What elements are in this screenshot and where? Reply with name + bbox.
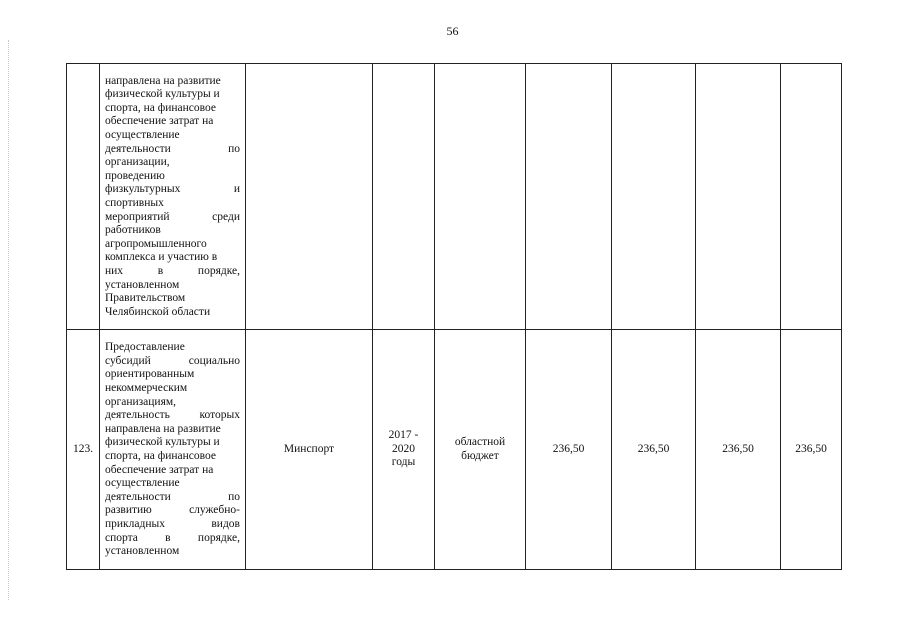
measure-name-line: обеспечение затрат на <box>105 463 214 476</box>
amount-cell: 236,50 <box>612 330 696 570</box>
measure-name-line: Челябинской области <box>105 305 211 318</box>
measure-name-line: физической культуры и <box>105 88 220 101</box>
period-line: 2020 <box>392 442 415 455</box>
measure-name-line: обеспечение затрат на <box>105 115 214 128</box>
source-line: бюджет <box>461 449 499 462</box>
amount-cell: 236,50 <box>696 330 781 570</box>
measure-name-line: организации, <box>105 156 170 169</box>
measure-name-line: спорта в порядке, <box>105 531 240 544</box>
period-line: 2017 - <box>388 429 419 442</box>
measure-name-cell <box>100 330 246 570</box>
measure-name-line: комплекса и участию в <box>105 251 218 264</box>
amount-cell: 236,50 <box>781 330 842 570</box>
measure-name-line: агропромышленного <box>105 237 207 250</box>
table-row <box>67 330 842 570</box>
measure-name-line: прикладных видов <box>105 517 240 530</box>
measure-name-cell <box>100 64 246 330</box>
measure-name-line: работников <box>105 224 161 237</box>
row-number-cell <box>67 64 100 330</box>
measure-name-line: спортивных <box>105 197 164 209</box>
measure-name-line: физкультурных и <box>105 183 240 196</box>
measure-name-line: них в порядке, <box>105 264 240 277</box>
source-line: областной <box>454 435 506 448</box>
page-number: 56 <box>446 24 459 38</box>
measure-name-line: организациям, <box>105 395 177 408</box>
source-cell <box>435 330 526 570</box>
measure-name-line: мероприятий среди <box>105 210 240 223</box>
period-cell <box>373 330 435 570</box>
measure-name-line: Правительством <box>105 292 186 305</box>
measure-name-line: спорта, на финансовое <box>105 450 216 462</box>
measure-name-line: деятельности по <box>105 490 240 503</box>
amount-cell <box>612 64 696 330</box>
executor-cell <box>246 64 373 330</box>
measure-name-line: осуществление <box>105 477 180 490</box>
measure-name-line: направлена на развитие <box>105 74 221 87</box>
measure-name-line: установленном <box>105 545 180 558</box>
amount-cell <box>526 64 612 330</box>
measure-name-line: деятельности по <box>105 142 240 155</box>
measure-name-line: Предоставление <box>105 341 185 354</box>
measure-name-line: ориентированным <box>105 368 195 381</box>
measure-name-line: субсидий социально <box>105 354 240 367</box>
measure-name-line: осуществление <box>105 129 180 142</box>
measure-name-line: деятельность которых <box>105 409 240 422</box>
measure-name-line: направлена на развитие <box>105 422 221 435</box>
table-row <box>67 64 842 330</box>
measure-name-line: установленном <box>105 278 180 291</box>
scan-edge-dots <box>8 40 9 600</box>
period-line: годы <box>391 456 416 469</box>
executor-cell: Минспорт <box>246 330 373 570</box>
measure-name-line: спорта, на финансовое <box>105 101 216 114</box>
program-table <box>66 63 842 570</box>
row-number-cell: 123. <box>67 330 100 570</box>
measure-name-line: проведению <box>105 169 165 182</box>
measure-name-line: некоммерческим <box>105 382 188 395</box>
amount-cell: 236,50 <box>526 330 612 570</box>
amount-cell <box>696 64 781 330</box>
amount-cell <box>781 64 842 330</box>
measure-name-line: физической культуры и <box>105 436 220 449</box>
measure-name-line: развитию служебно- <box>105 504 240 517</box>
period-cell <box>373 64 435 330</box>
source-cell <box>435 64 526 330</box>
